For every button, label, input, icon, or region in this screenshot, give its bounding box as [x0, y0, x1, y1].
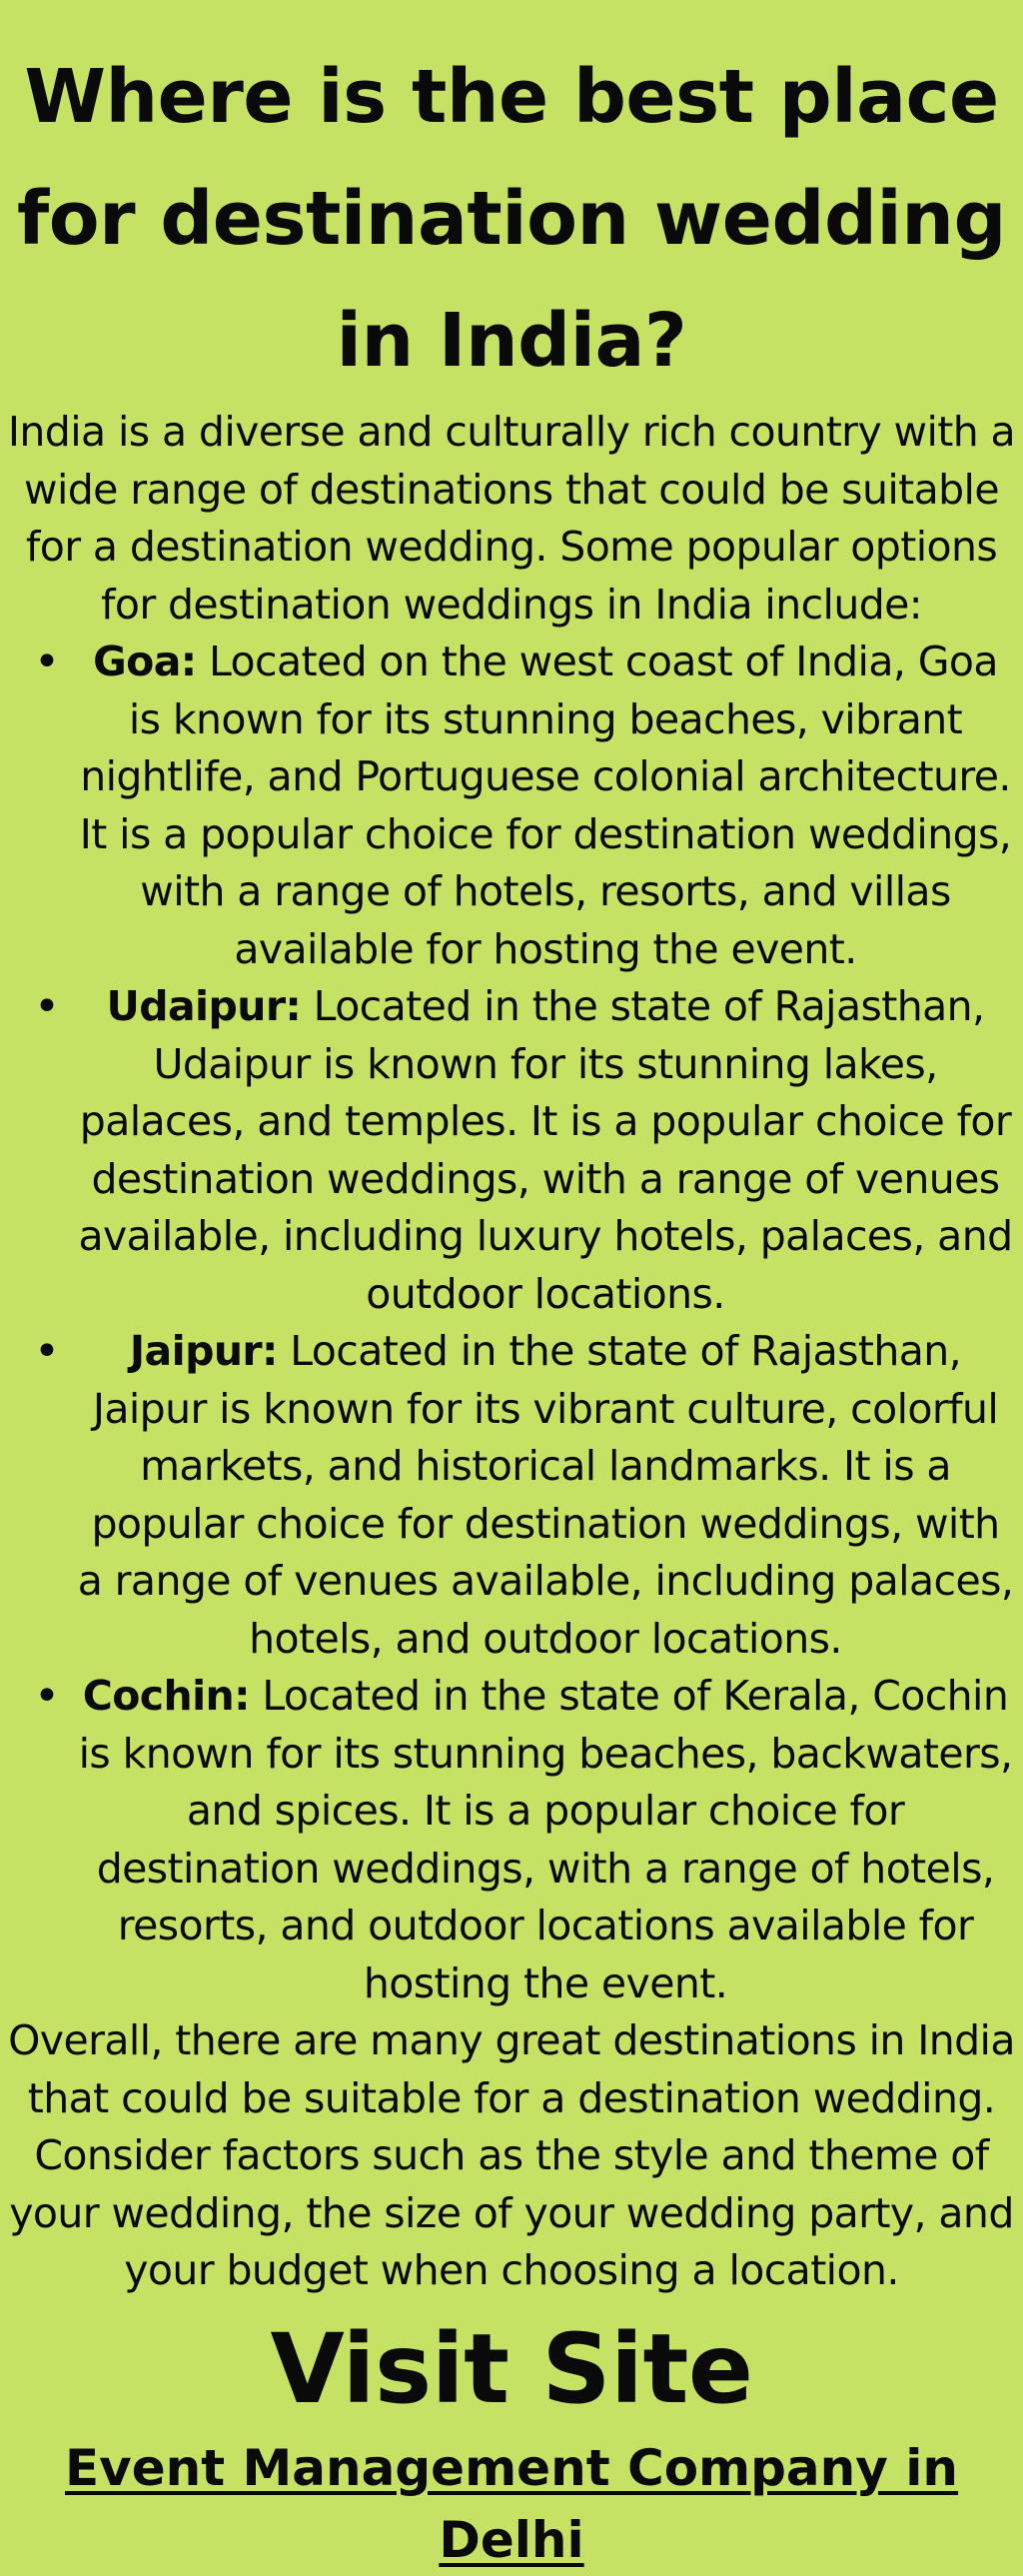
list-item-goa [6, 634, 1017, 978]
page-title: Where is the best place for destination wedding in India? [17, 54, 1006, 384]
list-item-cochin [6, 1668, 1017, 2012]
destination-name: Udaipur: [106, 982, 302, 1030]
bullet-icon: • [34, 1671, 60, 1722]
destination-name: Cochin: [82, 1672, 250, 1720]
destination-list [6, 634, 1017, 2012]
company-link[interactable]: Event Management Company in Delhi [64, 2438, 959, 2569]
destination-description: Located in the state of Rajasthan, Udaipur is known for its stunning lakes, palaces, and temples. It is a popular choice for destination weddings, with a range of venues available, including luxury hotels, palaces, and outdoor locations. [78, 982, 1013, 1318]
list-item-jaipur [6, 1323, 1017, 1668]
visit-site-heading: Visit Site [270, 2312, 753, 2425]
list-item-udaipur [6, 978, 1017, 1323]
destination-description: Located on the west coast of India, Goa is known for its stunning beaches, vibrant nightlife, and Portuguese colonial architecture. It is a popular choice for destination weddings, with a range of hotels, resorts, and villas available for hosting the event. [79, 638, 1012, 973]
destination-name: Goa: [93, 638, 197, 685]
bullet-icon: • [34, 1326, 60, 1377]
bullet-icon: • [34, 981, 60, 1032]
destination-name: Jaipur: [129, 1327, 278, 1375]
intro-paragraph: India is a diverse and culturally rich country with a wide range of destinations that could be suitable for a destination wedding. Some popular options for destination weddings in India include: [7, 408, 1016, 629]
destination-description: Located in the state of Rajasthan, Jaipur is known for its vibrant culture, colorful markets, and historical landmarks. It is a popular choice for destination weddings, with a range of venues available, including palaces, hotels, and outdoor locations. [77, 1327, 1014, 1663]
destination-description: Located in the state of Kerala, Cochin is known for its stunning beaches, backwaters, and spices. It is a popular choice for destination weddings, with a range of hotels, resorts, and outdoor locations available for hosting the event. [78, 1672, 1013, 2007]
conclusion-paragraph: Overall, there are many great destinations in India that could be suitable for a destination wedding. Consider factors such as the style and theme of your wedding, the size of your wedding party, and your budget when choosing a location. [8, 2016, 1015, 2294]
bullet-icon: • [34, 637, 60, 687]
